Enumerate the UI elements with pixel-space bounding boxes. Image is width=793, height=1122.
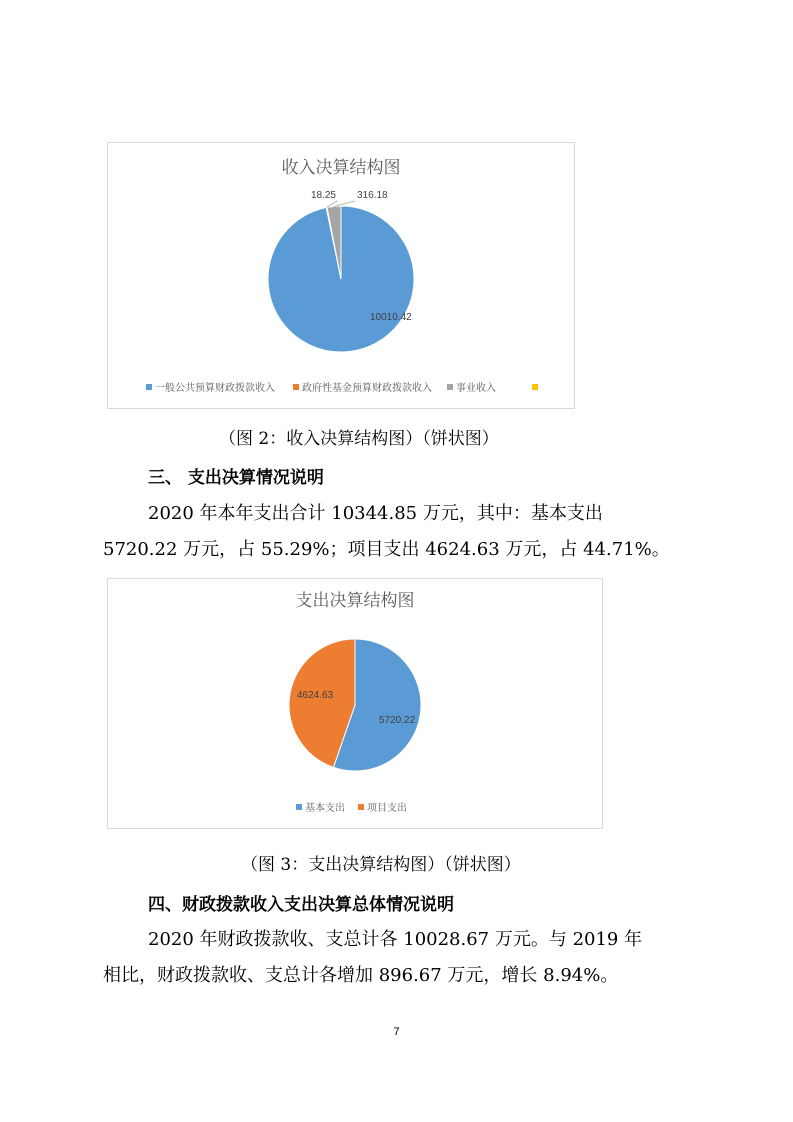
legend-label-2: 事业收入 [456,383,496,394]
expenditure-pie-svg [108,579,602,828]
legend-label-0: 一般公共预算财政拨款收入 [155,383,275,394]
legend-label-1: 政府性基金预算财政拨款收入 [302,383,432,394]
expenditure-structure-chart [107,578,603,829]
section3-heading: 三、 支出决算情况说明 [148,468,324,488]
page-number: 7 [393,1026,400,1038]
legend-swatch-3 [532,384,538,390]
section4-heading: 四、财政拨款收入支出决算总体情况说明 [148,895,454,915]
section4-line2: 相比，财政拨款收、支总计各增加 896.67 万元，增长 8.94%。 [103,965,619,986]
data-label-2: 316.18 [357,190,388,201]
income-pie-svg [108,143,574,408]
legend-swatch-1 [358,804,364,810]
chart-title: 收入决算结构图 [281,158,401,178]
legend-label-0: 基本支出 [305,803,345,814]
chart-title: 支出决算结构图 [295,591,415,611]
income-structure-chart [107,142,575,409]
section3-line1: 2020 年本年支出合计 10344.85 万元，其中：基本支出 [148,503,603,524]
legend-swatch-2 [447,384,453,390]
legend-swatch-0 [146,384,152,390]
section4-line1: 2020 年财政拨款收、支总计各 10028.67 万元。与 2019 年 [148,929,643,950]
figure3-caption: （图 3：支出决算结构图）（饼状图） [241,855,521,875]
figure2-caption: （图 2：收入决算结构图）（饼状图） [219,429,499,449]
data-label-1: 18.25 [310,190,336,201]
legend-label-1: 项目支出 [367,803,407,814]
data-label-0: 10010.42 [370,312,412,323]
data-label-0: 5720.22 [379,715,416,726]
legend-swatch-1 [293,384,299,390]
legend-swatch-0 [296,804,302,810]
data-label-1: 4624.63 [297,690,334,701]
section3-line2: 5720.22 万元，占 55.29%；项目支出 4624.63 万元，占 44.71%。 [103,539,670,560]
leader-line-2 [334,201,355,206]
